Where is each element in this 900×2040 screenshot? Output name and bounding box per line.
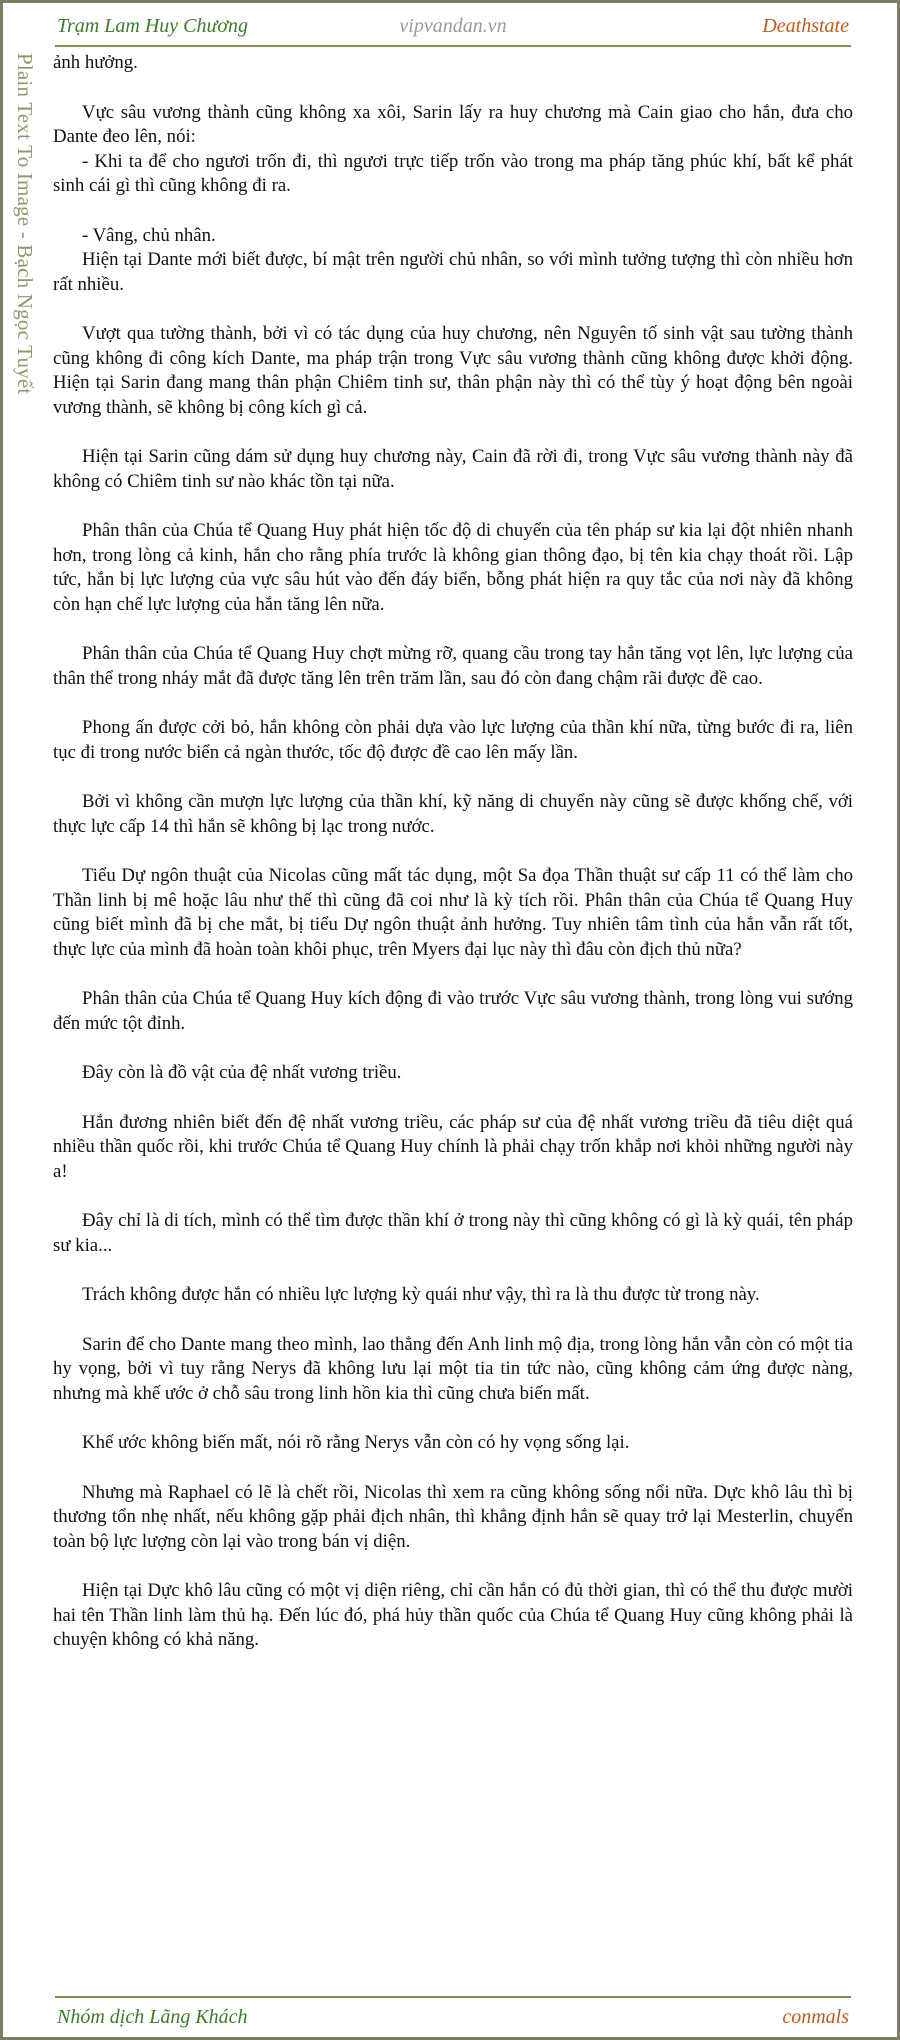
paragraph: Hiện tại Dante mới biết được, bí mật trên người chủ nhân, so với mình tưởng tượng thì còn nhiều hơn rất nhiều. xyxy=(53,249,853,295)
paragraph: Nhưng mà Raphael có lẽ là chết rồi, Nicolas thì xem ra cũng không sống nổi nữa. Dực khô lâu thì bị thương tổn nhẹ nhất, nếu không gặp phải địch nhân, thì khẳng định hắn sẽ quay trở lại Mesterlin, chuyển toàn bộ lực lượng còn lại vào trong bán vị diện. xyxy=(53,1481,853,1552)
paragraph: Vực sâu vương thành cũng không xa xôi, Sarin lấy ra huy chương mà Cain giao cho hắn, đưa cho Dante đeo lên, nói: xyxy=(53,101,853,147)
page-header xyxy=(55,11,851,47)
side-watermark-label: Plain Text To Image - Bạch Ngọc Tuyết xyxy=(13,53,37,395)
paragraph: ảnh hưởng. xyxy=(53,52,138,73)
paragraph: Phân thân của Chúa tể Quang Huy phát hiện tốc độ di chuyển của tên pháp sư kia lại đột nhiên nhanh hơn, trong lòng cả kinh, hắn cho rằng phía trước là không gian thông đạo, bị tên kia chạy thoát rồi. Lập tức, hắn bị lực lượng của vực sâu hút vào đến đáy biển, bỗng phát hiện ra quy tắc của nơi này đã không còn hạn chế lực lượng của hắn tăng lên nữa. xyxy=(53,520,853,615)
paragraph: Phong ấn được cởi bỏ, hắn không còn phải dựa vào lực lượng của thần khí nữa, từng bước đi ra, liên tục đi trong nước biển cả ngàn thước, tốc độ được đề cao lên mấy lần. xyxy=(53,717,853,763)
paragraph: Phân thân của Chúa tể Quang Huy chợt mừng rỡ, quang cầu trong tay hắn tăng vọt lên, lực lượng của thân thể trong nháy mắt đã được tăng lên trên trăm lần, sau đó còn đang chậm rãi được đề cao. xyxy=(53,643,853,689)
page-footer xyxy=(55,1996,851,2034)
paragraph: Bởi vì không cần mượn lực lượng của thần khí, kỹ năng di chuyển này cũng sẽ được khống chế, với thực lực cấp 14 thì hắn sẽ không bị lạc trong nước. xyxy=(53,791,853,837)
paragraph: Hiện tại Sarin cũng dám sử dụng huy chương này, Cain đã rời đi, trong Vực sâu vương thành này đã không có Chiêm tinh sư nào khác tồn tại nữa. xyxy=(53,446,853,492)
paragraph: Hiện tại Dực khô lâu cũng có một vị diện riêng, chỉ cần hắn có đủ thời gian, thì có thể thu được mười hai tên Thần linh làm thủ hạ. Đến lúc đó, phá hủy thần quốc của Chúa tể Quang Huy cũng không phải là chuyện không có khả năng. xyxy=(53,1580,853,1650)
chapter-text xyxy=(53,51,853,1653)
footer-translator-group: Nhóm dịch Lãng Khách xyxy=(57,2006,248,2028)
header-site-name: vipvandan.vn xyxy=(399,15,507,37)
paragraph: Vượt qua tường thành, bởi vì có tác dụng của huy chương, nên Nguyên tố sinh vật sau tường thành cũng không đi công kích Dante, ma pháp trận trong Vực sâu vương thành cũng không được khởi động. Hiện tại Sarin đang mang thân phận Chiêm tinh sư, thân phận này thì có thể tùy ý hoạt động bên ngoài vương thành, sẽ không bị công kích gì cả. xyxy=(53,323,853,418)
paragraph: - Vâng, chủ nhân. xyxy=(82,224,216,246)
header-chapter-name: Deathstate xyxy=(762,15,849,37)
paragraph: Đây còn là đồ vật của đệ nhất vương triều. xyxy=(82,1062,402,1083)
paragraph: Tiểu Dự ngôn thuật của Nicolas cũng mất tác dụng, một Sa đọa Thần thuật sư cấp 11 có thể làm cho Thần linh bị mê hoặc lâu như thế thì cũng đã coi như là kỳ tích rồi. Phân thân của Chúa tể Quang Huy cũng biết mình đã bị che mắt, bị tiểu Dự ngôn thuật ảnh hưởng. Tuy nhiên tâm tình của hắn vẫn rất tốt, thực lực của mình đã hoàn toàn khôi phục, trên Myers đại lục này thì đâu còn địch thủ nữa? xyxy=(53,865,853,960)
header-book-title: Trạm Lam Huy Chương xyxy=(57,15,249,37)
paragraph: Trách không được hắn có nhiều lực lượng kỳ quái như vậy, thì ra là thu được từ trong này. xyxy=(82,1284,760,1305)
paragraph: Hắn đương nhiên biết đến đệ nhất vương triều, các pháp sư của đệ nhất vương triều đã tiêu diệt quá nhiều thần quốc rồi, khi trước Chúa tể Quang Huy chính là phải chạy trốn khắp nơi khỏi những người này a! xyxy=(53,1111,853,1182)
paragraph: Đây chỉ là di tích, mình có thể tìm được thần khí ở trong này thì cũng không có gì là kỳ quái, tên pháp sư kia... xyxy=(53,1210,853,1256)
footer-editor-name: conmals xyxy=(782,2006,849,2028)
paragraph: - Khi ta để cho ngươi trốn đi, thì ngươi trực tiếp trốn vào trong ma pháp tăng phúc khí, bất kể phát sinh cái gì thì cũng không đi ra. xyxy=(53,150,853,196)
paragraph: Khế ước không biến mất, nói rõ rằng Nerys vẫn còn có hy vọng sống lại. xyxy=(82,1432,630,1453)
paragraph: Sarin để cho Dante mang theo mình, lao thẳng đến Anh linh mộ địa, trong lòng hắn vẫn còn có một tia hy vọng, bởi vì tuy rằng Nerys đã không lưu lại một tia tin tức nào, cũng không cảm ứng được nàng, nhưng mà khế ước ở chỗ sâu trong linh hồn kia thì cũng chưa biến mất. xyxy=(53,1333,853,1404)
paragraph: Phân thân của Chúa tể Quang Huy kích động đi vào trước Vực sâu vương thành, trong lòng vui sướng đến mức tột đỉnh. xyxy=(53,988,853,1034)
